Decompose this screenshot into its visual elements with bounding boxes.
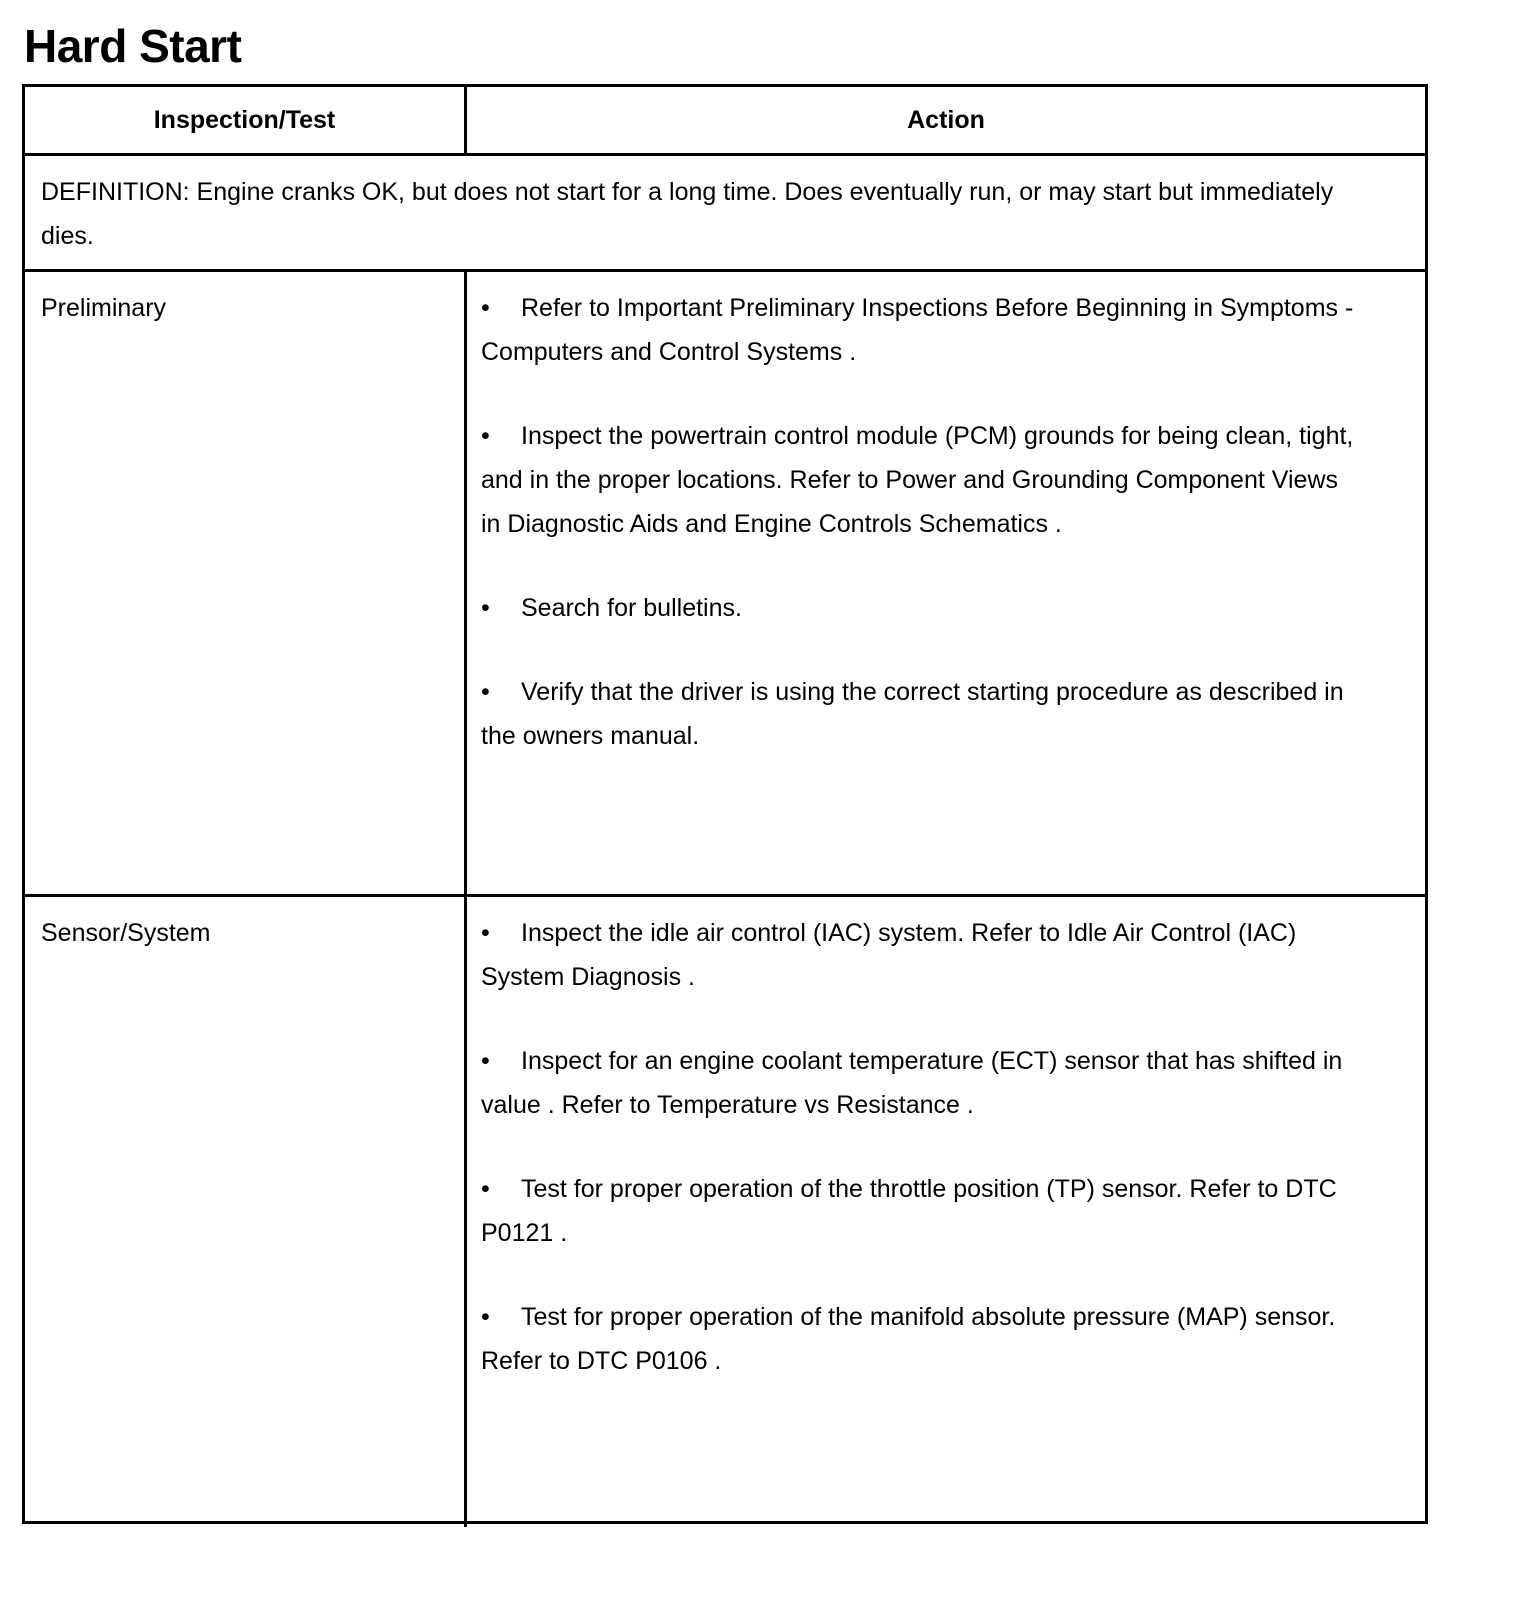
header-divider (25, 153, 1425, 156)
page-title: Hard Start (24, 20, 242, 72)
column-divider (464, 272, 467, 898)
header-inspection-test: Inspection/Test (153, 105, 336, 134)
header-action: Action (907, 105, 985, 134)
column-divider (464, 897, 467, 1527)
sensor-system-actions (481, 911, 1361, 1423)
list-item: • Inspect the powertrain control module (PCM) grounds for being clean, tight, and in the proper locations. Refer to Power and Grounding Component Views in Diagnostic Aids and Engine Controls Schematics . (481, 422, 1354, 538)
row-label-preliminary: Preliminary (41, 294, 167, 322)
list-item: • Verify that the driver is using the correct starting procedure as described in the owners manual. (481, 678, 1344, 750)
definition-text: DEFINITION: Engine cranks OK, but does not start for a long time. Does eventually run, or may start but immediately dies. (41, 178, 1334, 250)
list-item: • Inspect for an engine coolant temperature (ECT) sensor that has shifted in value . Refer to Temperature vs Resistance . (481, 1047, 1343, 1119)
list-item: • Inspect the idle air control (IAC) system. Refer to Idle Air Control (IAC) System Diagnosis . (481, 919, 1297, 991)
preliminary-actions (481, 286, 1361, 798)
list-item: • Test for proper operation of the throttle position (TP) sensor. Refer to DTC P0121 . (481, 1175, 1337, 1247)
list-item: • Test for proper operation of the manifold absolute pressure (MAP) sensor. Refer to DTC P0106 . (481, 1303, 1336, 1375)
definition-divider (25, 269, 1425, 272)
column-divider (464, 87, 467, 153)
row-label-sensor-system: Sensor/System (41, 919, 211, 947)
list-item: • Refer to Important Preliminary Inspections Before Beginning in Symptoms - Computers and Control Systems . (481, 294, 1354, 366)
diagnostic-table (22, 84, 1428, 1524)
row-divider (25, 894, 1425, 897)
list-item: • Search for bulletins. (481, 594, 742, 622)
